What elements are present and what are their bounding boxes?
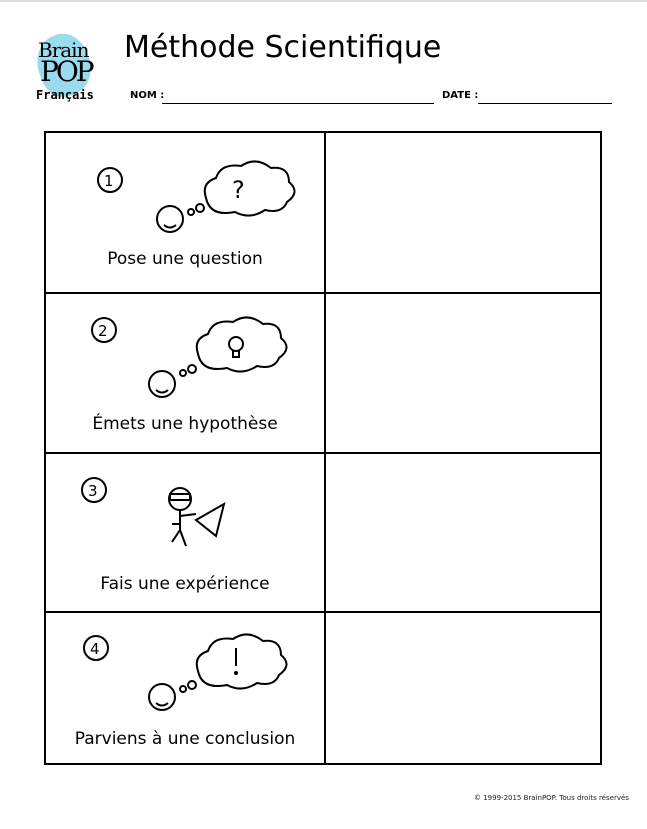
step-cell-3 bbox=[45, 453, 325, 612]
answer-cell-3[interactable] bbox=[325, 453, 601, 612]
name-label: NOM : bbox=[130, 90, 165, 101]
name-field[interactable] bbox=[162, 103, 434, 104]
page-title: Méthode Scientifique bbox=[124, 30, 442, 65]
step-label: Fais une expérience bbox=[100, 574, 270, 594]
copyright: © 1999-2015 BrainPOP. Tous droits réservés bbox=[474, 794, 629, 802]
step-cell-2 bbox=[45, 293, 325, 453]
scientist-icon bbox=[46, 454, 324, 574]
date-field[interactable] bbox=[478, 103, 612, 104]
svg-text:3: 3 bbox=[88, 482, 98, 500]
step-cell-4 bbox=[45, 612, 325, 764]
lightbulb-thought-icon bbox=[46, 294, 324, 414]
step-cell-1 bbox=[45, 132, 325, 293]
svg-text:2: 2 bbox=[98, 322, 108, 340]
brainpop-logo: Brain POP Français bbox=[32, 34, 108, 104]
answer-cell-1[interactable] bbox=[325, 132, 601, 293]
page-edge bbox=[0, 0, 647, 2]
svg-text:1: 1 bbox=[104, 172, 114, 190]
answer-cell-2[interactable] bbox=[325, 293, 601, 453]
svg-text:4: 4 bbox=[90, 640, 100, 658]
exclamation-thought-icon bbox=[46, 613, 324, 733]
step-label: Pose une question bbox=[107, 249, 263, 269]
answer-cell-4[interactable] bbox=[325, 612, 601, 764]
step-label: Parviens à une conclusion bbox=[74, 729, 296, 749]
svg-text:?: ? bbox=[232, 176, 245, 204]
steps-table bbox=[44, 131, 602, 765]
date-label: DATE : bbox=[442, 90, 479, 101]
step-label: Émets une hypothèse bbox=[92, 414, 278, 434]
question-thought-icon bbox=[46, 133, 324, 253]
